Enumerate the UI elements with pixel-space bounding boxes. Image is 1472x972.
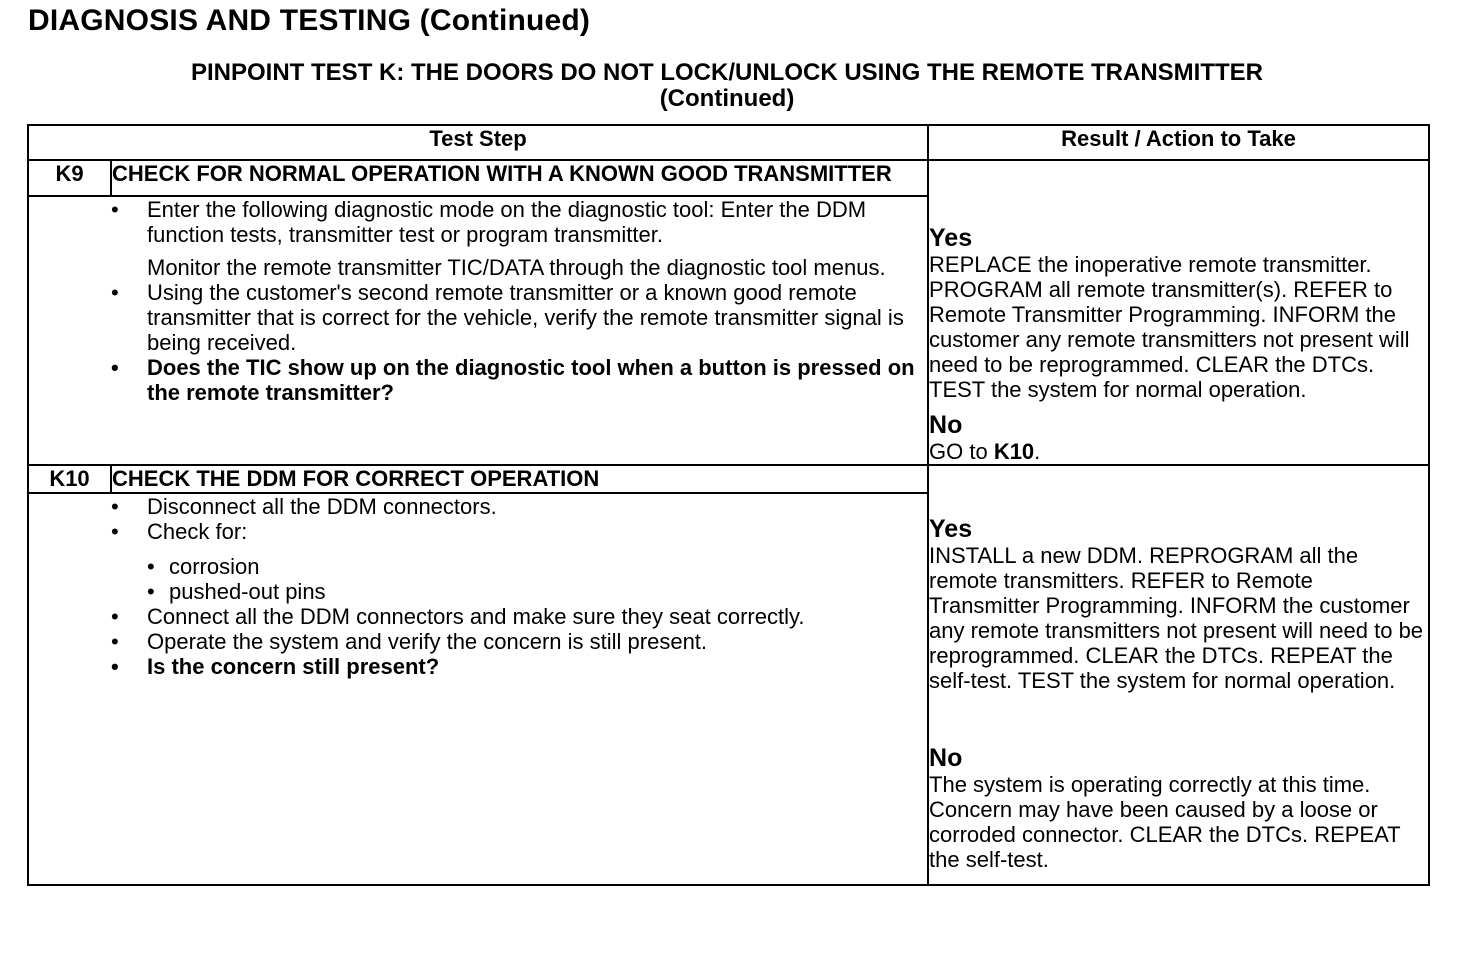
check-list bbox=[147, 554, 927, 604]
result-yes-label-k10: Yes bbox=[929, 515, 973, 543]
step-body-k9 bbox=[111, 196, 928, 465]
pinpoint-test-table bbox=[27, 124, 1430, 886]
result-cell-k9 bbox=[928, 160, 1429, 465]
result-no-text-k9 bbox=[929, 439, 1428, 464]
result-yes-text-k10: INSTALL a new DDM. REPROGRAM all the remote transmitters. REFER to Remote Transmitter Programming. INFORM the customer any remote transmitters not present will need to be reprogrammed. CLEAR the DTCs. REPEAT the self-test. TEST the system for normal operation. bbox=[929, 543, 1424, 693]
step-body-k10 bbox=[111, 493, 928, 885]
check-item-corrosion: • corrosion bbox=[147, 554, 927, 579]
result-no-target-k9: K10 bbox=[993, 439, 1035, 464]
step-id-k10: K10 bbox=[28, 465, 111, 493]
step-k10-question: • Is the concern still present? bbox=[111, 654, 927, 679]
header-test-step: Test Step bbox=[28, 125, 928, 160]
step-k9-item-2: • Using the customer's second remote transmitter or a known good remote transmitter that is correct for the vehicle, verify the remote transmitter signal is being received. bbox=[111, 280, 927, 355]
step-body-spacer-k9 bbox=[28, 196, 111, 465]
step-k10-item-1: • Disconnect all the DDM connectors. bbox=[111, 494, 927, 519]
step-k10-item-3: • Connect all the DDM connectors and make sure they seat correctly. bbox=[111, 604, 927, 629]
step-k10-item-2 bbox=[111, 519, 927, 604]
step-id-k9: K9 bbox=[28, 160, 111, 196]
step-body-spacer-k10 bbox=[28, 493, 111, 885]
pinpoint-test-title-line1: PINPOINT TEST K: THE DOORS DO NOT LOCK/UNLOCK USING THE REMOTE TRANSMITTER bbox=[191, 59, 1263, 86]
pinpoint-test-title bbox=[28, 60, 1426, 112]
step-k9-question: • Does the TIC show up on the diagnostic tool when a button is pressed on the remote transmitter? bbox=[111, 355, 927, 405]
step-k9-item-1-note: Monitor the remote transmitter TIC/DATA through the diagnostic tool menus. bbox=[147, 254, 886, 280]
step-k10-item-4: • Operate the system and verify the concern is still present. bbox=[111, 629, 927, 654]
step-k9-item-1-text: • Enter the following diagnostic mode on the diagnostic tool: Enter the DDM function tests, transmitter test or program transmitter. bbox=[147, 196, 867, 247]
step-k9-item-1 bbox=[111, 197, 927, 280]
result-cell-k10 bbox=[928, 465, 1429, 885]
table-header-row bbox=[28, 125, 1429, 160]
header-result-action: Result / Action to Take bbox=[928, 125, 1429, 160]
result-yes-label-k9: Yes bbox=[929, 224, 973, 252]
step-k10-item-2-text: • Check for: bbox=[147, 519, 248, 544]
step-title-k10: CHECK THE DDM FOR CORRECT OPERATION bbox=[111, 465, 928, 493]
result-no-suffix-k9: . bbox=[1034, 439, 1041, 464]
result-no-text-k10: The system is operating correctly at this time. Concern may have been caused by a loose or corroded connector. CLEAR the DTCs. REPEAT the self-test. bbox=[929, 772, 1401, 872]
check-item-pushed-out-pins: • pushed-out pins bbox=[147, 579, 927, 604]
step-row-k9-title bbox=[28, 160, 1429, 196]
result-yes-text-k9: REPLACE the inoperative remote transmitter. PROGRAM all remote transmitter(s). REFER to Remote Transmitter Programming. INFORM the customer any remote transmitters not present will need to be reprogrammed. CLEAR the DTCs. TEST the system for normal operation. bbox=[929, 252, 1410, 402]
step-row-k10-title bbox=[28, 465, 1429, 493]
result-no-prefix-k9: GO to bbox=[929, 439, 994, 464]
result-no-label-k10: No bbox=[929, 744, 963, 772]
result-no-label-k9: No bbox=[929, 411, 963, 439]
pinpoint-test-title-line2: (Continued) bbox=[659, 85, 795, 112]
step-title-k9: CHECK FOR NORMAL OPERATION WITH A KNOWN GOOD TRANSMITTER bbox=[111, 160, 928, 196]
page-title: DIAGNOSIS AND TESTING (Continued) bbox=[28, 4, 591, 37]
